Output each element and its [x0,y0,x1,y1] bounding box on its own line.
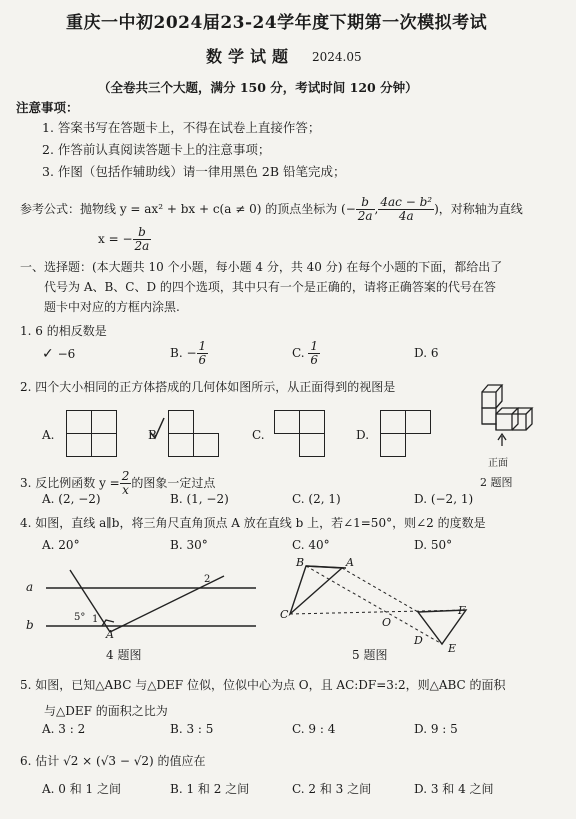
q2-cube-figure [474,380,542,450]
q1-option-c: C. $\frac{1}{6}$ [292,339,319,368]
subject-title: 数学试题 [206,47,295,66]
q3-option-d: D. (−2, 1) [414,492,474,506]
formula-suffix: )，对称轴为直线 [434,202,523,217]
q4-figure [18,560,268,660]
q5-option-c: C. 9 : 4 [292,722,336,736]
fig5-label-F: F [458,604,466,617]
q4-label-A: A [106,628,114,641]
q6-stem: 6. 估计 √2 × (√3 − √2) 的值应在 [20,754,206,768]
formula-fraction-2: $\frac{\text{4ac − b²}}{4a}$ [380,195,433,224]
q4-label-50: 5° [74,612,86,623]
q5-option-d: D. 9 : 5 [414,722,458,736]
q4-label-b: b [26,618,34,632]
q2-option-a-label: A. [42,428,55,442]
q5-line1: 5. 如图，已知△ABC 与△DEF 位似，位似中心为点 O，且 AC:DF=3:2，则△ABC 的面积 [20,678,506,692]
fig5-label-B: B [296,556,305,569]
q1-stem: 1. 6 的相反数是 [20,324,107,338]
q2-b-answer-mark [146,416,166,442]
formula-prefix: 参考公式：抛物线 y = ax² + bx + c(a ≠ 0) 的顶点坐标为 (− [20,202,356,217]
q4-stem: 4. 如图，直线 a∥b，将三角尺直角顶点 A 放在直线 b 上，若∠1=50°，则∠2 的度数是 [20,516,486,530]
q4-option-a: A. 20° [42,538,80,552]
section1-line1: 一、选择题：(本大题共 10 个小题，每小题 4 分，共 40 分) 在每个小题的下面，都给出了 [20,260,503,274]
q4-label-2: 2 [204,574,211,585]
q6-option-b: B. 1 和 2 之间 [170,782,250,796]
section1-line3: 题卡中对应的方框内涂黑. [44,300,180,314]
q6-option-d: D. 3 和 4 之间 [414,782,494,796]
fig5-caption: 5 题图 [352,648,388,662]
note-1: 1. 答案书写在答题卡上，不得在试卷上直接作答； [42,120,321,135]
exam-date: 2024.05 [312,50,362,64]
q3-option-c: C. (2, 1) [292,492,341,506]
q2-fig-caption: 2 题图 [480,476,513,489]
q2-option-b-label: B [148,428,157,442]
note-2: 2. 作答前认真阅读答题卡上的注意事项； [42,142,271,157]
q3-option-a: A. (2, −2) [42,492,101,506]
q4-label-1: 1 [92,614,99,625]
q3-option-b: B. (1, −2) [170,492,229,506]
q2-option-c-label: C. [252,428,265,442]
formula-fraction-1: $\frac{b}{2a}$ [357,195,373,224]
q4-fig-caption: 4 题图 [106,648,142,662]
q5-option-a: A. 3 : 2 [42,722,86,736]
fig5-label-O: O [382,616,392,629]
notes-heading: 注意事项： [16,100,79,115]
exam-title: 重庆一中初2024届23-24学年度下期第一次模拟考试 [66,13,488,33]
axis-formula: x = − $\frac{b}{2a}$ [98,225,150,254]
exam-meta: （全卷共三个大题，满分 150 分，考试时间 120 分钟） [98,80,418,95]
q4-option-c: C. 40° [292,538,330,552]
q6-option-a: A. 0 和 1 之间 [42,782,122,796]
fig5-label-A: A [346,556,354,569]
q5-line2: 与△DEF 的面积之比为 [44,704,168,718]
fig5-label-C: C [280,608,289,621]
fig5-label-E: E [448,642,457,655]
q4-label-a: a [26,580,34,594]
q1-option-b: B. − $\frac{1}{6}$ [170,339,207,368]
q6-option-c: C. 2 和 3 之间 [292,782,372,796]
q1-option-a: ✓ −6 [42,346,76,362]
q4-option-d: D. 50° [414,538,453,552]
note-3: 3. 作图（包括作辅助线）请一律用黑色 2B 铅笔完成； [42,164,346,179]
q2-front-label: 正面 [488,458,508,469]
q2-stem: 2. 四个大小相同的正方体搭成的几何体如图所示，从正面得到的视图是 [20,380,396,394]
q5-figure [276,556,476,656]
section1-line2: 代号为 A、B、C、D 的四个选项，其中只有一个是正确的，请将正确答案的代号在答 [44,280,496,294]
q1-option-d: D. 6 [414,346,439,360]
reference-formula: 参考公式：抛物线 y = ax² + bx + c(a ≠ 0) 的顶点坐标为 (− $\frac{b}{2a}$ , $\frac{\text{4ac − b²}}{4a}$ )，对称轴为直线 [20,195,523,224]
q4-option-b: B. 30° [170,538,208,552]
q3-stem: 3. 反比例函数 y = $\frac{2}{x}$ 的图象一定过点 [20,469,216,498]
fig5-label-D: D [414,634,423,647]
q5-option-b: B. 3 : 5 [170,722,214,736]
q2-option-d-label: D. [356,428,370,442]
